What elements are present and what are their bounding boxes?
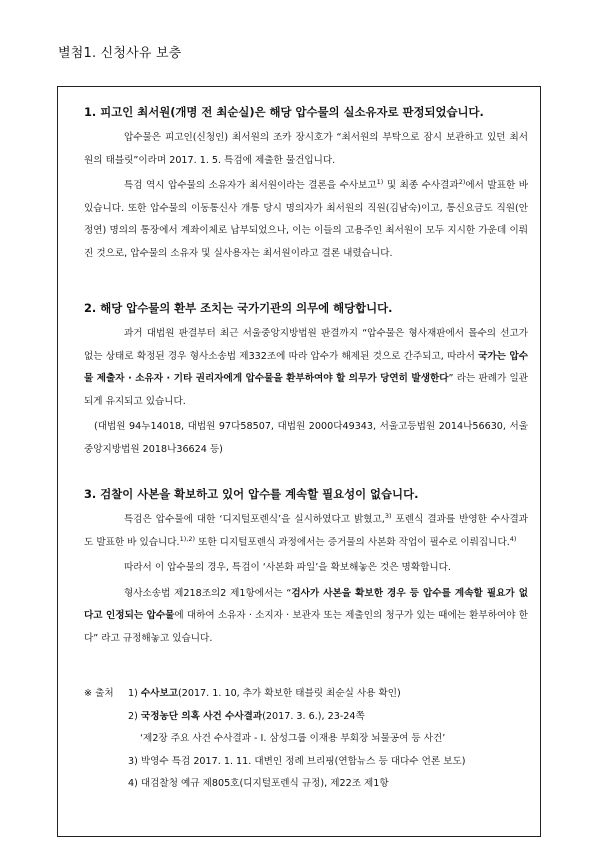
section-2-paragraph-1: 과거 대법원 판결부터 최근 서울중앙지방법원 판결까지 “압수물은 형사재판에서 몰수의 선고가 없는 상태로 확정된 경우 형사소송법 제332조에 따라 압수가 해제된 것으로 간주되고, 따라서 국가는 압수물 제출자 · 소유자 · 기타 권리자에게 압수물을 환부하여야 할 의무가 당연히 발생한다” 라는 판례가 일관되게 유지되고 있습니다. <box>84 328 528 407</box>
section-3-paragraph-2: 따라서 이 압수물의 경우, 특검이 ‘사본화 파일’을 확보해놓은 것은 명확합니다. <box>124 562 451 573</box>
footnote-ref: 3) <box>384 512 392 520</box>
footnote-ref: 4) <box>509 534 517 543</box>
section-3 <box>84 485 528 653</box>
section-3-paragraph-1: 특검은 압수물에 대한 ‘디지털포렌식’을 실시하였다고 밝혔고,$^{3)}$ 포렌식 결과를 반영한 수사결과도 발표한 바 있습니다.$^{1),2)}$ 또한 디지털포렌식 과정에서는 증거물의 사본화 작업이 필수로 이뤄집니다.$^{4)}$ <box>84 512 528 548</box>
section-1 <box>84 103 528 268</box>
note-1: ※ 출처 1) 수사보고(2017. 1. 10, 추가 확보한 태블릿 최순실 사용 확인) <box>84 688 401 699</box>
section-3-paragraph-3: 형사소송법 제218조의2 제1항에서는 “검사가 사본을 확보한 경우 등 압수를 계속할 필요가 없다고 인정되는 압수물에 대하여 소유자 · 소지자 · 보관자 또는 제출인의 청구가 있는 때에는 환부하여야 한다” 라고 규정해놓고 있습니다. <box>84 587 528 644</box>
note-2: 2) 국정농단 의혹 사건 수사결과(2017. 3. 6.), 23-24쪽 <box>128 710 365 722</box>
sources-notes <box>84 683 528 796</box>
note-2-subtitle: ‘제2장 주요 사건 수사결과 - Ⅰ. 삼성그룹 이재용 부회장 뇌물공여 등 사건’ <box>140 733 446 744</box>
section-1-title: 1. 피고인 최서원(개명 전 최순실)은 해당 압수물의 실소유자로 판정되었습니다. <box>84 105 484 119</box>
content-box <box>57 86 541 837</box>
footnote-ref: 1),2) <box>179 534 196 543</box>
attachment-header: 별첨1. 신청사유 보충 <box>58 46 182 61</box>
footnote-ref: 1) <box>376 178 384 186</box>
section-2-case-references: (대법원 94누14018, 대법원 97다58507, 대법원 2000다49343, 서울고등법원 2014나56630, 서울중앙지방법원 2018나36624 등) <box>84 421 528 455</box>
section-2 <box>84 299 528 464</box>
bold-quote: 국가는 압수물 제출자 · 소유자 · 기타 권리자에게 압수물을 환부하여야 할 의무가 당연히 발생한다 <box>84 350 528 384</box>
section-1-paragraph-2: 특검 역시 압수물의 소유자가 최서원이라는 결론을 수사보고$^{1)}$ 및 최종 수사결과$^{2)}$에서 발표한 바 있습니다. 또한 압수물의 이동통신사 개통 당시 명의자가 최서원의 직원(김남숙)이고, 통신요금도 직원(안정연) 명의의 통장에서 계좌이체로 납부되었으나, 이는 이들의 고용주인 최서원이 모두 지시한 가운데 이뤄진 것으로, 압수물의 소유자 및 실사용자는 최서원이라고 결론 내렸습니다. <box>84 178 528 259</box>
section-3-title: 3. 검찰이 사본을 확보하고 있어 압수를 계속할 필요성이 없습니다. <box>84 487 419 501</box>
note-3: 3) 박영수 특검 2017. 1. 11. 대변인 정례 브리핑(연합뉴스 등 대다수 언론 보도) <box>128 755 466 767</box>
bold-quote: 검사가 사본을 확보한 경우 등 압수를 계속할 필요가 없다고 인정되는 압수물 <box>84 587 528 621</box>
section-1-paragraph-1: 압수물은 피고인(신청인) 최서원의 조카 장시호가 “최서원의 부탁으로 잠시 보관하고 있던 최서원의 태블릿”이라며 2017. 1. 5. 특검에 제출한 물건입니다. <box>84 132 528 166</box>
note-4: 4) 대검찰청 예규 제805호(디지털포렌식 규정), 제22조 제1항 <box>128 778 389 789</box>
section-2-title: 2. 해당 압수물의 환부 조치는 국가기관의 의무에 해당합니다. <box>84 301 393 315</box>
footnote-ref: 2) <box>458 178 466 186</box>
